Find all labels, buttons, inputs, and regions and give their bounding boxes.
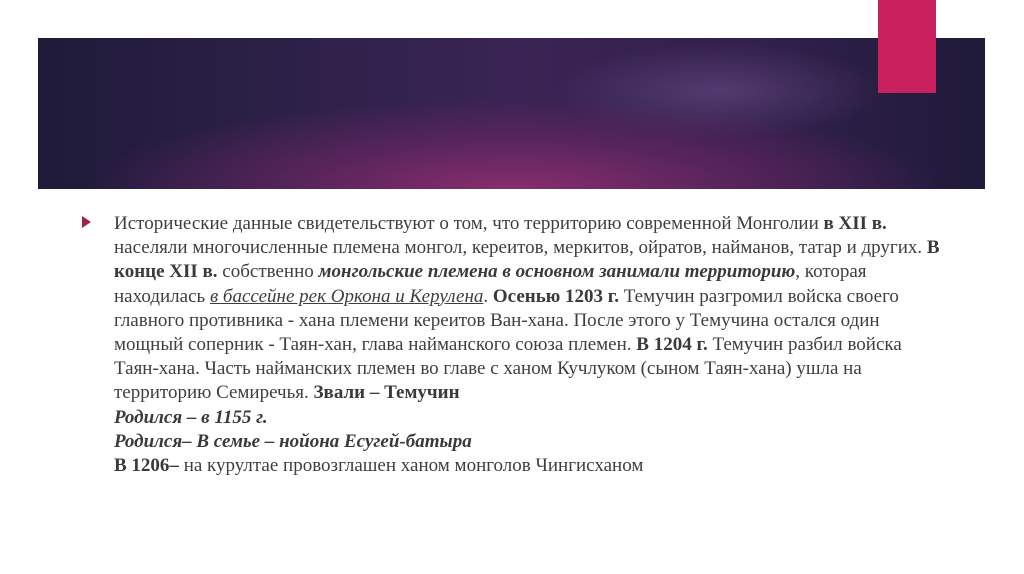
bold-date: В 1204 г.	[636, 334, 708, 356]
text-run: .	[483, 285, 493, 307]
bold-date: В конце XII в.	[114, 237, 940, 283]
triangle-bullet-icon	[82, 216, 91, 228]
text-run: Темучин разбил войска Таян-хана. Часть найманских племен во главе с ханом Кучлуком (сыном Таян-хана) ушла на территорию Семиречья.	[114, 334, 902, 404]
italic-fact: Родился – в 1155 г.	[114, 406, 268, 428]
title-banner	[38, 38, 985, 189]
text-run: , которая находилась	[114, 261, 867, 307]
text-run: Темучин разгромил войска своего главного противника - хана племени кереитов Ван-хана. После этого у Темучина остался один мощный соперник - Таян-хан, глава найманского союза племен.	[114, 285, 899, 356]
text-run: населяли многочисленные племена монгол, кереитов, меркитов, ойратов, найманов, татар и других.	[114, 237, 927, 259]
underlined-link[interactable]: в бассейне рек Оркона и Керулена	[209, 285, 484, 307]
text-run: Исторические данные свидетельствуют о том, что территорию современной Монголии	[114, 213, 824, 234]
bold-fact: Звали – Темучин	[313, 382, 460, 404]
text-run: собственно	[217, 261, 319, 283]
bold-date: в XII в.	[823, 213, 887, 234]
body-paragraph	[114, 212, 942, 478]
bold-date: В 1206–	[114, 455, 179, 477]
italic-fact: Родился– В семье – нойона Есугей-батыра	[114, 430, 472, 452]
content-area	[82, 212, 942, 478]
bold-date: Осенью 1203 г.	[492, 285, 620, 307]
bold-italic-phrase: монгольские племена в основном занимали территорию	[318, 261, 796, 283]
text-run: на курултае провозглашен ханом монголов Чингисханом	[178, 455, 644, 477]
accent-tab	[878, 0, 936, 93]
